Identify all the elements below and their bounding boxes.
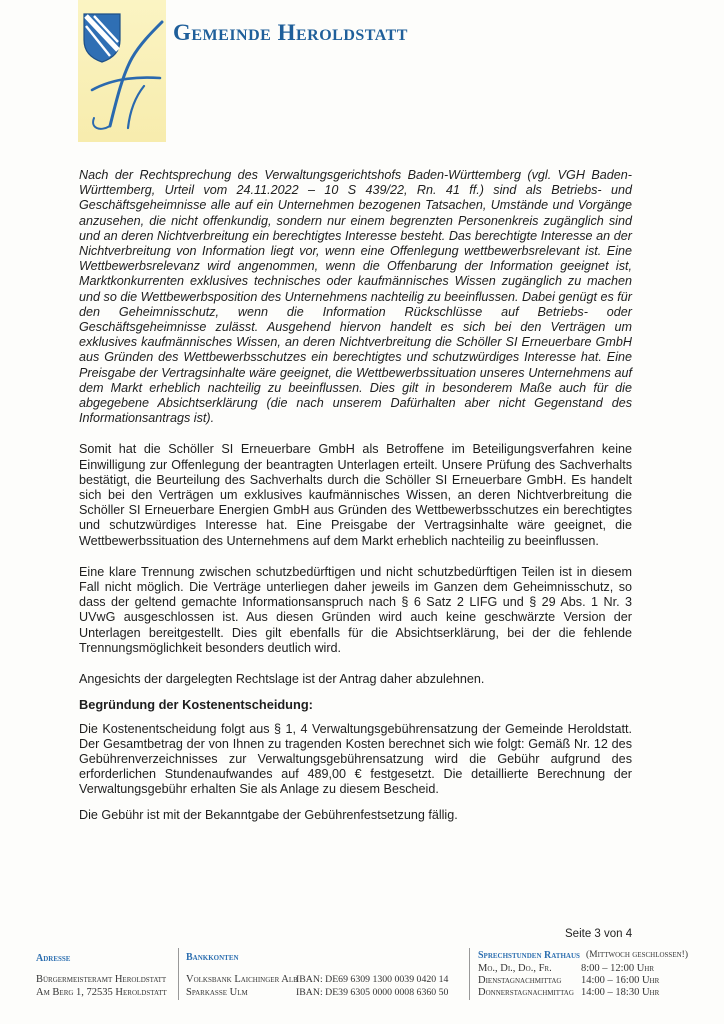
paragraph-consent: Somit hat die Schöller SI Erneuerbare GmbH als Betroffene im Beteiligungsverfahren keine Einwilligung zur Offenlegung der beantragten Unterlagen erteilt. Unsere Prüfung des Sachverhalts bestätigt, die Beurteilung des Sachverhalts durch die Schöller SI Erneuerbare GmbH. Es handelt sich bei den Verträgen um exklusives kaufmännisches Wissen, an deren Nichtverbreitung die Schöller SI Erneuerbare Energien GmbH aus Gründen des Wettbewerbsschutzes ein berechtigtes und schutzwürdiges Interesse hat. Eine Preisgabe der Vertragsinhalte wäre geeignet, die Wettbewerbssituation des Unternehmens auf dem Markt erheblich nachteilig zu beeinflussen.: [79, 442, 632, 548]
footer-hours-days: Mo., Di., Do., Fr.: [478, 963, 552, 974]
footer-hours-days: Dienstagnachmittag: [478, 975, 562, 986]
footer-address-heading: Adresse: [36, 953, 71, 964]
footer-hours-time: 8:00 – 12:00 Uhr: [581, 963, 655, 974]
footer-bank1-iban: IBAN: DE69 6309 1300 0039 0420 14: [296, 974, 449, 985]
footer-hours-days: Donnerstagnachmittag: [478, 987, 574, 998]
letter-body: [79, 168, 632, 839]
section-heading-costs: Begründung der Kostenentscheidung:: [79, 697, 313, 713]
letter-footer: [0, 945, 724, 1015]
footer-address-line2: Am Berg 1, 72535 Heroldstatt: [36, 987, 167, 998]
paragraph-due: Die Gebühr ist mit der Bekanntgabe der Gebührenfestsetzung fällig.: [79, 807, 458, 822]
footer-hours-time: 14:00 – 18:30 Uhr: [581, 987, 660, 998]
paragraph-legal-basis: Nach der Rechtsprechung des Verwaltungsgerichtshofs Baden-Württemberg (vgl. VGH Baden-Württemberg, Urteil vom 24.11.2022 – 10 S 439/22, Rn. 41 ff.) sind als Betriebs- und Geschäftsgeheimnisse alle auf ein Unternehmen bezogenen Tatsachen, Umstände und Vorgänge anzusehen, die nicht offenkundig, sondern nur einem begrenzten Personenkreis zugänglich sind und an deren Nichtverbreitung ein berechtigtes Interesse besteht. Das berechtigte Interesse an der Nichtverbreitung von Information liegt vor, wenn eine Offenlegung wettbewerbsrelevant ist. Eine Wettbewerbsrelevanz wird angenommen, wenn die Offenbarung der Information geeignet ist, Marktkonkurrenten exklusives technisches oder kaufmännisches Wissen zugänglich zu machen und so die Wettbewerbsposition des Unternehmens nachteilig zu beeinflussen. Dabei genügt es für den Geheimnisschutz, wenn die Information Rückschlüsse auf Betriebs- oder Geschäftsgeheimnisse zulässt. Ausgehend hiervon handelt es sich bei den Verträgen um exklusives kaufmännisches Wissen, an deren Nichtverbreitung die Schöller SI Erneuerbare GmbH aus Gründen des Wettbewerbsschutzes ein berechtigtes und schutzwürdiges Interesse hat. Eine Preisgabe der Vertragsinhalte wäre geeignet, die Wettbewerbssituation unseres Unternehmens auf dem Markt erheblich nachteilig zu beeinflussen. Dies gilt in besonderem Maße auch für die abgegebene Absichtserklärung (die nach unserem Dafürhalten aber nicht Gegenstand des Informationsantrags ist).: [79, 168, 632, 426]
footer-hours-heading: Sprechstunden Rathaus: [478, 950, 580, 961]
footer-divider: [178, 948, 179, 1000]
paragraph-decision: Angesichts der dargelegten Rechtslage ist der Antrag daher abzulehnen.: [79, 672, 485, 687]
footer-bank-heading: Bankkonten: [186, 952, 239, 963]
org-name: Gemeinde Heroldstatt: [173, 20, 408, 45]
footer-bank1-name: Volksbank Laichinger Alb: [186, 974, 298, 985]
footer-bank2-name: Sparkasse Ulm: [186, 987, 248, 998]
municipal-logo: [70, 6, 180, 136]
footer-divider: [469, 948, 470, 1000]
paragraph-costs: Die Kostenentscheidung folgt aus § 1, 4 Verwaltungsgebührensatzung der Gemeinde Heroldstatt. Der Gesamtbetrag der von Ihnen zu tragenden Kosten berechnet sich wie folgt: Gemäß Nr. 12 des Gebührenverzeichnisses zur Verwaltungsgebührensatzung wird die Gebühr aufgrund des erforderlichen Stundenaufwandes auf 489,00 € festgesetzt. Die detaillierte Berechnung der Verwaltungsgebühr erhalten Sie als Anlage zu diesem Bescheid.: [79, 721, 632, 797]
page-number: Seite 3 von 4: [565, 928, 633, 940]
footer-hours-note: (Mittwoch geschlossen!): [586, 950, 688, 960]
footer-address-line1: Bürgermeisteramt Heroldstatt: [36, 974, 167, 985]
footer-hours-time: 14:00 – 16:00 Uhr: [581, 975, 660, 986]
paragraph-separation: Eine klare Trennung zwischen schutzbedürftigen und nicht schutzbedürftigen Teilen ist in diesem Fall nicht möglich. Die Verträge unterliegen daher jeweils im Ganzen dem Geheimnisschutz, so dass der geltend gemachte Informationsanspruch nach § 6 Satz 2 LIFG und § 29 Abs. 1 Nr. 3 UVwG ausgeschlossen ist. Aus diesen Gründen wird auch keine geschwärzte Version der Unterlagen bereitgestellt. Dies gilt ebenfalls für die Absichtserklärung, bei der die fehlende Trennungsmöglichkeit besonders deutlich wird.: [79, 564, 632, 655]
footer-bank2-iban: IBAN: DE39 6305 0000 0008 6360 50: [296, 987, 449, 998]
